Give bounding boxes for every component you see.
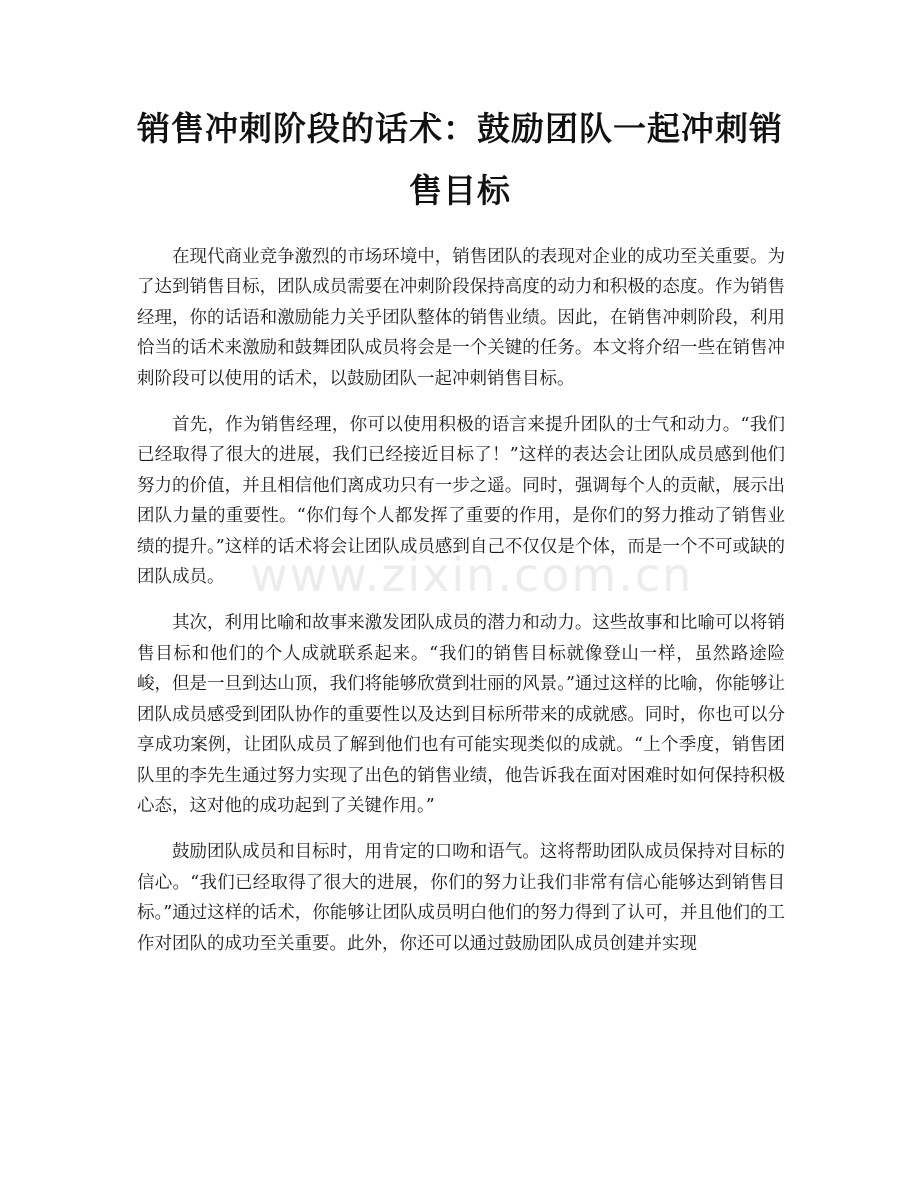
- watermark: www.zixin.com.cn: [250, 548, 694, 602]
- paragraph-1: 在现代商业竞争激烈的市场环境中，销售团队的表现对企业的成功至关重要。为了达到销售目标，团队成员需要在冲刺阶段保持高度的动力和积极的态度。作为销售经理，你的话语和激励能力关乎团队整体的销售业绩。因此，在销售冲刺阶段，利用恰当的话术来激励和鼓舞团队成员将会是一个关键的任务。本文将介绍一些在销售冲刺阶段可以使用的话术，以鼓励团队一起冲刺销售目标。: [137, 247, 785, 389]
- paragraph-4: 鼓励团队成员和目标时，用肯定的口吻和语气。这将帮助团队成员保持对目标的信心。“我们已经取得了很大的进展，你们的努力让我们非常有信心能够达到销售目标。”通过这样的话术，你能够让团队成员明白他们的努力得到了认可，并且他们的工作对团队的成功至关重要。此外，你还可以通过鼓励团队成员创建并实现: [137, 842, 785, 954]
- document-body: [137, 242, 785, 975]
- paragraph-2: 首先，作为销售经理，你可以使用积极的语言来提升团队的士气和动力。“我们已经取得了很大的进展，我们已经接近目标了！”这样的表达会让团队成员感到他们努力的价值，并且相信他们离成功只有一步之遥。同时，强调每个人的贡献，展示出团队力量的重要性。“你们每个人都发挥了重要的作用，是你们的努力推动了销售业绩的提升。”这样的话术将会让团队成员感到自己不仅仅是个体，而是一个不可或缺的团队成员。: [137, 415, 785, 588]
- document-title: 销售冲刺阶段的话术：鼓励团队一起冲刺销售目标: [137, 109, 783, 210]
- paragraph-3: 其次，利用比喻和故事来激发团队成员的潜力和动力。这些故事和比喻可以将销售目标和他们的个人成就联系起来。“我们的销售目标就像登山一样，虽然路途险峻，但是一旦到达山顶，我们将能够欣赏到壮丽的风景。”通过这样的比喻，你能够让团队成员感受到团队协作的重要性以及达到目标所带来的成就感。同时，你也可以分享成功案例，让团队成员了解到他们也有可能实现类似的成就。“上个季度，销售团队里的李先生通过努力实现了出色的销售业绩，他告诉我在面对困难时如何保持积极心态，这对他的成功起到了关键作用。”: [137, 613, 785, 816]
